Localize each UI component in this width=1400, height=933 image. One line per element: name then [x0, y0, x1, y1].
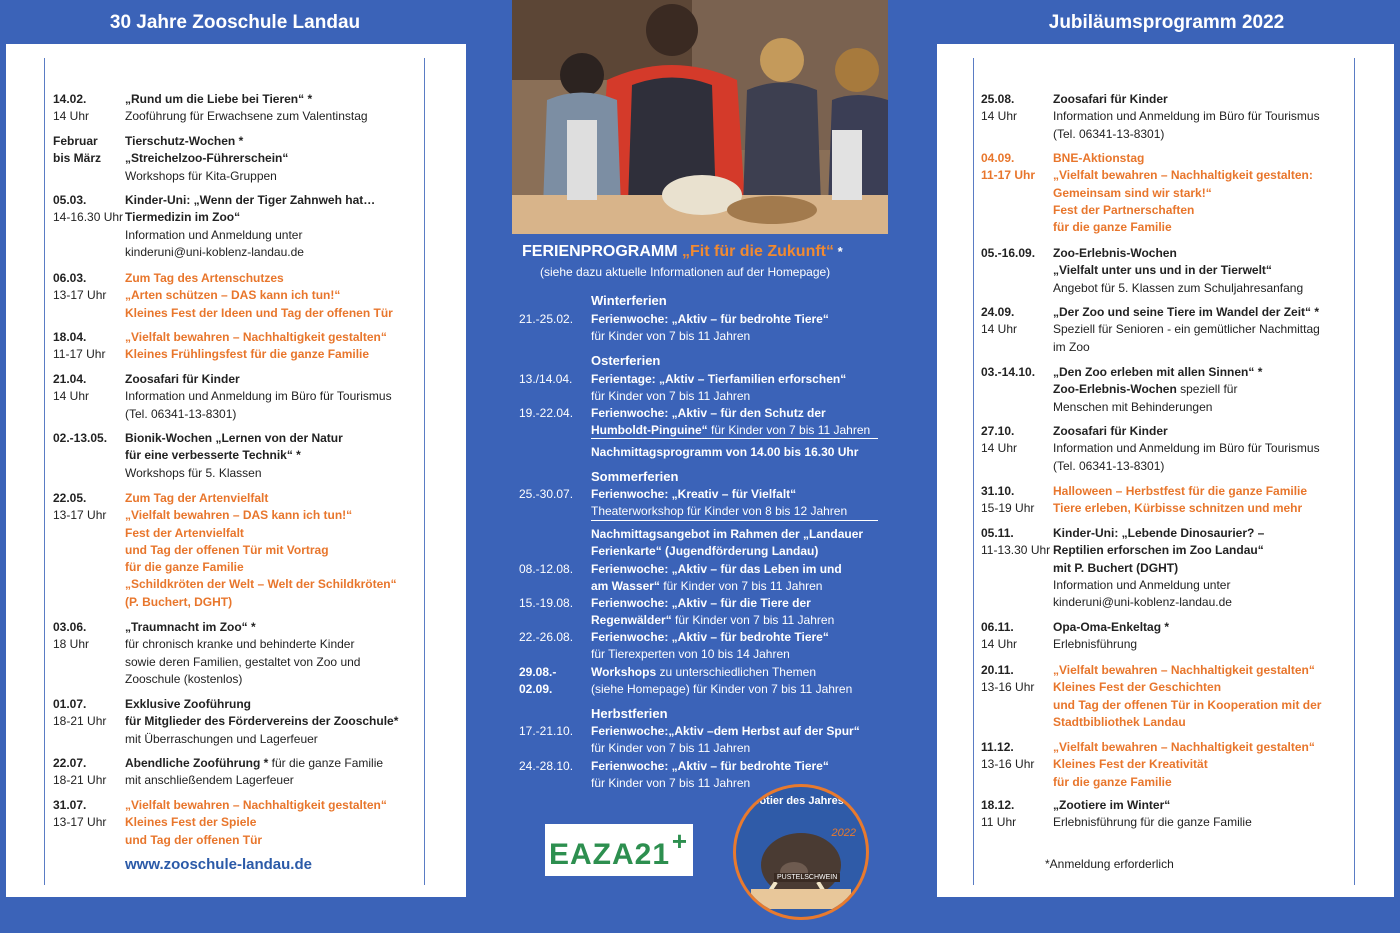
middle-panel	[470, 0, 933, 933]
event-day: 14.02.	[53, 92, 87, 106]
event-day: 06.11.	[981, 620, 1014, 634]
holiday-date-start: 29.08.-	[519, 665, 557, 679]
event-day: 31.10.	[981, 484, 1015, 498]
event-line: Zum Tag der Artenvielfalt	[125, 491, 269, 505]
event-time: bis März	[53, 151, 102, 166]
event-line: für Mitglieder des Fördervereins der Zooschule*	[125, 714, 399, 729]
event-line: Information und Anmeldung im Büro für Tourismus	[125, 389, 392, 404]
event-line: Information und Anmeldung im Büro für Tourismus	[1053, 109, 1320, 124]
event-line: Information und Anmeldung unter	[125, 227, 303, 242]
holiday-title-cont: am Wasser“	[591, 579, 660, 594]
event-date	[981, 245, 1056, 262]
event-date	[981, 150, 1056, 185]
holiday-desc: Theaterworkshop für Kinder von 8 bis 12 Jahren	[591, 504, 848, 519]
event-line: Kinder-Uni: „Wenn der Tiger Zahnweh hat…	[125, 193, 376, 207]
event-date	[981, 525, 1056, 560]
badge-year: 2022	[831, 827, 856, 839]
zootier-badge	[733, 784, 869, 920]
event-line: Erlebnisführung	[1053, 637, 1138, 652]
event-day: 05.-16.09.	[981, 246, 1036, 260]
event-day: 22.07.	[53, 756, 87, 770]
event-time: 11-13.30 Uhr	[981, 543, 1051, 558]
event-line: „Vielfalt bewahren – Nachhaltigkeit gestalten“	[125, 798, 387, 812]
event-text	[125, 91, 415, 126]
event-date	[981, 739, 1056, 774]
photo-microscope-kids	[512, 0, 888, 234]
event-text	[125, 430, 415, 482]
event-line: Workshops für Kita-Gruppen	[125, 168, 277, 183]
event-date	[53, 192, 128, 227]
event-time: 11 Uhr	[981, 815, 1017, 830]
event-date	[53, 329, 128, 364]
event-text	[1053, 91, 1343, 143]
event-line: Fest der Partnerschaften	[1053, 202, 1195, 217]
event-date	[981, 91, 1056, 126]
event-line: Kleines Fest der Geschichten	[1053, 680, 1222, 695]
holiday-desc: für Kinder von 7 bis 11 Jahren	[707, 423, 871, 438]
event-line: „Vielfalt bewahren – Nachhaltigkeit gestalten“	[1053, 740, 1315, 754]
plus-icon: +	[671, 826, 687, 856]
program-title: FERIENPROGRAMM	[522, 243, 678, 260]
event-line: kinderuni@uni-koblenz-landau.de	[1053, 595, 1232, 610]
event-line: Tiermedizin im Zoo“	[125, 210, 241, 225]
event-line-rest: für die ganze Familie	[268, 756, 384, 770]
event-date	[981, 797, 1056, 832]
right-rule-1	[973, 58, 974, 885]
event-date	[53, 430, 128, 447]
holiday-desc: für Kinder von 7 bis 11 Jahren	[591, 329, 751, 344]
event-line: Zooführung für Erwachsene zum Valentinstag	[125, 109, 368, 124]
section-osterferien: Osterferien	[591, 353, 661, 368]
event-line: Angebot für 5. Klassen zum Schuljahresanfang	[1053, 280, 1304, 295]
event-line: für chronisch kranke und behinderte Kinder	[125, 637, 355, 652]
holiday-title: Ferienwoche: „Aktiv – für bedrohte Tiere“	[591, 312, 829, 326]
event-time: 13-17 Uhr	[53, 288, 107, 303]
holiday-title-cont: Humboldt-Pinguine“	[591, 423, 708, 438]
separator	[591, 520, 878, 521]
event-text	[1053, 423, 1343, 475]
event-text	[1053, 662, 1343, 731]
holiday-desc: für Kinder von 7 bis 11 Jahren	[591, 741, 751, 756]
event-date	[53, 696, 128, 731]
event-time: 13-16 Uhr	[981, 680, 1035, 695]
event-line: BNE-Aktionstag	[1053, 151, 1145, 165]
event-line: „Vielfalt bewahren – Nachhaltigkeit gestalten“	[1053, 663, 1315, 677]
event-line-bold: Zoo-Erlebnis-Wochen	[1053, 382, 1177, 397]
event-text	[125, 755, 415, 790]
section-winterferien: Winterferien	[591, 293, 667, 308]
event-line: Information und Anmeldung unter	[1053, 577, 1231, 592]
event-date	[53, 797, 128, 832]
separator	[591, 438, 878, 439]
badge-animal: PUSTELSCHWEIN	[774, 873, 840, 882]
holiday-desc: für Kinder von 7 bis 11 Jahren	[591, 389, 751, 404]
event-day: 18.04.	[53, 330, 87, 344]
event-line: „Vielfalt bewahren – DAS kann ich tun!“	[125, 508, 353, 523]
holiday-date-end: 02.09.	[519, 682, 553, 697]
event-day: 27.10.	[981, 424, 1015, 438]
event-line: (Tel. 06341-13-8301)	[125, 406, 237, 421]
holiday-title: Ferienwoche: „Aktiv – für bedrohte Tiere“	[591, 630, 829, 644]
event-line: Kleines Fest der Kreativität	[1053, 757, 1208, 772]
event-day: 04.09.	[981, 151, 1015, 165]
event-line: für eine verbesserte Technik“ *	[125, 448, 301, 463]
event-line: und Tag der offenen Tür	[125, 832, 263, 847]
holiday-title: Ferientage: „Aktiv – Tierfamilien erforschen“	[591, 372, 847, 386]
event-line: Information und Anmeldung im Büro für Tourismus	[1053, 441, 1320, 456]
event-line: für die ganze Familie	[1053, 220, 1172, 235]
event-time: 11-17 Uhr	[53, 347, 106, 362]
afternoon-offer	[591, 526, 891, 561]
holiday-desc: für Kinder von 7 bis 11 Jahren	[659, 579, 823, 594]
holiday-date: 22.-26.08.	[519, 630, 574, 644]
event-line: und Tag der offenen Tür in Kooperation mit der	[1053, 697, 1322, 712]
holiday-date: 24.-28.10.	[519, 759, 574, 773]
event-date	[981, 662, 1056, 697]
event-text	[1053, 364, 1343, 416]
event-text	[1053, 304, 1343, 356]
program-star: *	[834, 244, 843, 259]
event-time: 13-17 Uhr	[53, 508, 107, 523]
event-text	[125, 490, 415, 611]
event-time: 11-17 Uhr	[981, 168, 1036, 183]
event-day: 24.09.	[981, 305, 1015, 319]
event-day: 18.12.	[981, 798, 1015, 812]
photo-illustration	[512, 0, 888, 234]
event-line: „Vielfalt bewahren – Nachhaltigkeit gestalten“	[125, 330, 387, 344]
event-time: 13-17 Uhr	[53, 815, 107, 830]
holiday-desc: für Kinder von 7 bis 11 Jahren	[591, 776, 751, 791]
event-line: und Tag der offenen Tür mit Vortrag	[125, 542, 329, 557]
event-date	[53, 270, 128, 305]
event-line: sowie deren Familien, gestaltet von Zoo und	[125, 654, 361, 669]
event-time: 15-19 Uhr	[981, 501, 1035, 516]
afternoon-offer-line1: Nachmittagsangebot im Rahmen der „Landauer	[591, 527, 864, 541]
event-text	[1053, 483, 1343, 518]
eaza-logo-text: EAZA21	[549, 838, 671, 871]
event-line: Bionik-Wochen „Lernen von der Natur	[125, 431, 343, 445]
footnote: *Anmeldung erforderlich	[1045, 857, 1174, 871]
event-text	[125, 270, 415, 322]
event-line: Stadtbibliothek Landau	[1053, 714, 1186, 729]
event-text	[1053, 525, 1343, 611]
event-text	[125, 696, 415, 748]
holiday-title: Ferienwoche:„Aktiv –dem Herbst auf der Spur“	[591, 724, 860, 738]
holiday-desc-2: (siehe Homepage) für Kinder von 7 bis 11 Jahren	[591, 682, 853, 697]
event-line: (P. Buchert, DGHT)	[125, 594, 233, 609]
afternoon-offer-line2: Ferienkarte“ (Jugendförderung Landau)	[591, 544, 819, 559]
event-date	[981, 483, 1056, 518]
event-text	[125, 619, 415, 688]
event-line: mit Überraschungen und Lagerfeuer	[125, 731, 318, 746]
event-time: 14 Uhr	[981, 441, 1018, 456]
event-date	[53, 133, 128, 168]
event-day: 03.06.	[53, 620, 87, 634]
event-time: 14 Uhr	[981, 322, 1018, 337]
event-line: Opa-Oma-Enkeltag *	[1053, 620, 1170, 634]
event-date	[981, 304, 1056, 339]
event-day: 05.03.	[53, 193, 87, 207]
event-time: 14-16.30 Uhr	[53, 210, 124, 225]
event-day: 11.12.	[981, 740, 1014, 754]
event-day: 03.-14.10.	[981, 365, 1036, 379]
holiday-title: Ferienwoche: „Aktiv – für das Leben im und	[591, 562, 842, 576]
event-line: Kinder-Uni: „Lebende Dinosaurier? –	[1053, 526, 1265, 540]
event-line: „Der Zoo und seine Tiere im Wandel der Zeit“ *	[1053, 305, 1320, 319]
holiday-desc: zu unterschiedlichen Themen	[656, 665, 816, 679]
event-line: „Schildkröten der Welt – Welt der Schildkröten“	[125, 577, 397, 592]
event-day: 02.-13.05.	[53, 431, 108, 445]
event-date	[981, 364, 1056, 381]
event-line: „Zootiere im Winter“	[1053, 798, 1171, 812]
holiday-date: 25.-30.07.	[519, 487, 574, 501]
event-line-bold: Abendliche Zooführung *	[125, 756, 269, 770]
event-line: Exklusive Zooführung	[125, 697, 252, 711]
event-line: „Traumnacht im Zoo“ *	[125, 620, 256, 634]
program-subtitle: (siehe dazu aktuelle Informationen auf der Homepage)	[540, 265, 831, 279]
event-line: Speziell für Senioren - ein gemütlicher Nachmittag	[1053, 322, 1320, 337]
event-line: Kleines Fest der Ideen und Tag der offenen Tür	[125, 305, 393, 320]
event-line: Reptilien erforschen im Zoo Landau“	[1053, 543, 1264, 558]
event-date	[53, 619, 128, 654]
event-time: 13-16 Uhr	[981, 757, 1035, 772]
event-date	[981, 423, 1056, 458]
event-line	[1053, 381, 1343, 398]
event-text	[125, 133, 415, 185]
program-title-line	[522, 243, 843, 261]
event-line: Kleines Frühlingsfest für die ganze Familie	[125, 347, 370, 362]
left-title: 30 Jahre Zooschule Landau	[109, 12, 361, 33]
right-panel	[933, 0, 1400, 933]
holiday-title: Ferienwoche: „Aktiv – für den Schutz der	[591, 406, 826, 420]
right-rule-2	[1354, 58, 1355, 885]
event-time: 14 Uhr	[53, 389, 90, 404]
holiday-title: Workshops	[591, 665, 657, 679]
website-link[interactable]: www.zooschule-landau.de	[125, 856, 312, 873]
afternoon-program: Nachmittagsprogramm von 14.00 bis 16.30 Uhr	[591, 445, 859, 459]
event-text	[1053, 739, 1343, 791]
holiday-title: Ferienwoche: „Aktiv – für bedrohte Tiere“	[591, 759, 829, 773]
event-day: Februar	[53, 134, 98, 148]
event-line: (Tel. 06341-13-8301)	[1053, 458, 1165, 473]
event-date	[53, 371, 128, 406]
event-time: 18-21 Uhr	[53, 714, 107, 729]
event-line: Zooschule (kostenlos)	[125, 671, 243, 686]
event-date	[981, 619, 1056, 654]
event-line: Gemeinsam sind wir stark!“	[1053, 185, 1212, 200]
holiday-date: 15.-19.08.	[519, 596, 574, 610]
holiday-desc: für Tierexperten von 10 bis 14 Jahren	[591, 647, 790, 662]
event-line: mit P. Buchert (DGHT)	[1053, 560, 1179, 575]
section-sommerferien: Sommerferien	[591, 469, 679, 484]
event-line: kinderuni@uni-koblenz-landau.de	[125, 244, 304, 259]
event-line: mit anschließendem Lagerfeuer	[125, 773, 294, 788]
event-line: „Streichelzoo-Führerschein“	[125, 151, 289, 166]
event-line: Zoo-Erlebnis-Wochen	[1053, 246, 1177, 260]
badge-title: Zootier des Jahres	[746, 795, 844, 807]
event-day: 06.03.	[53, 271, 87, 285]
event-time: 18-21 Uhr	[53, 773, 107, 788]
holiday-title: Ferienwoche: „Kreativ – für Vielfalt“	[591, 487, 797, 501]
event-time: 14 Uhr	[981, 637, 1018, 652]
event-line: Zoosafari für Kinder	[1053, 92, 1168, 106]
left-rule-2	[424, 58, 425, 885]
holiday-date: 17.-21.10.	[519, 724, 574, 738]
event-line: „Arten schützen – DAS kann ich tun!“	[125, 288, 341, 303]
event-line: Halloween – Herbstfest für die ganze Familie	[1053, 484, 1308, 498]
left-rule-1	[44, 58, 45, 885]
event-line: „Vielfalt unter uns und in der Tierwelt“	[1053, 263, 1272, 278]
holiday-title: Ferienwoche: „Aktiv – für die Tiere der	[591, 596, 811, 610]
event-day: 22.05.	[53, 491, 87, 505]
event-line: Zoosafari für Kinder	[125, 372, 240, 386]
event-date	[53, 490, 128, 525]
event-time: 14 Uhr	[53, 109, 90, 124]
event-text	[1053, 797, 1343, 832]
event-line: „Rund um die Liebe bei Tieren“ *	[125, 92, 313, 106]
event-day: 21.04.	[53, 372, 87, 386]
event-text	[125, 371, 415, 423]
event-text	[1053, 150, 1343, 236]
holiday-date: 08.-12.08.	[519, 562, 574, 576]
eaza-logo	[545, 824, 693, 876]
event-line: für die ganze Familie	[125, 560, 244, 575]
event-day: 20.11.	[981, 663, 1014, 677]
event-day: 25.08.	[981, 92, 1015, 106]
event-date	[53, 755, 128, 790]
event-line: „Den Zoo erleben mit allen Sinnen“ *	[1053, 365, 1263, 379]
event-time: 14 Uhr	[981, 109, 1018, 124]
event-day: 31.07.	[53, 798, 87, 812]
holiday-date: 13./14.04.	[519, 372, 573, 386]
event-line: „Vielfalt bewahren – Nachhaltigkeit gestalten:	[1053, 168, 1313, 183]
event-day: 01.07.	[53, 697, 87, 711]
event-line: im Zoo	[1053, 339, 1090, 354]
event-text	[1053, 619, 1343, 654]
event-line: Zoosafari für Kinder	[1053, 424, 1168, 438]
program-motto: „Fit für die Zukunft“	[682, 243, 834, 260]
event-date	[53, 91, 128, 126]
right-title: Jubiläumsprogramm 2022	[1048, 12, 1285, 33]
event-text	[125, 329, 415, 364]
event-line: Kleines Fest der Spiele	[125, 815, 257, 830]
event-line	[125, 755, 415, 772]
holiday-title-cont: Regenwälder“	[591, 613, 672, 628]
event-line: Tierschutz-Wochen *	[125, 134, 244, 148]
event-line: für die ganze Familie	[1053, 774, 1172, 789]
event-text	[125, 797, 415, 849]
event-line: Tiere erleben, Kürbisse schnitzen und mehr	[1053, 501, 1303, 516]
event-line: Fest der Artenvielfalt	[125, 525, 244, 540]
event-day: 05.11.	[981, 526, 1014, 540]
left-panel	[0, 0, 470, 933]
holiday-date: 21.-25.02.	[519, 312, 574, 326]
event-text	[125, 192, 415, 261]
event-line: Zum Tag des Artenschutzes	[125, 271, 284, 285]
event-line: (Tel. 06341-13-8301)	[1053, 126, 1165, 141]
holiday-desc: für Kinder von 7 bis 11 Jahren	[671, 613, 835, 628]
event-line-rest: speziell für	[1176, 382, 1238, 397]
event-text	[1053, 245, 1343, 297]
event-line: Erlebnisführung für die ganze Familie	[1053, 815, 1252, 830]
holiday-date: 19.-22.04.	[519, 406, 574, 420]
event-line: Workshops für 5. Klassen	[125, 465, 262, 480]
event-time: 18 Uhr	[53, 637, 90, 652]
section-herbstferien: Herbstferien	[591, 706, 668, 721]
event-line: Menschen mit Behinderungen	[1053, 399, 1213, 414]
